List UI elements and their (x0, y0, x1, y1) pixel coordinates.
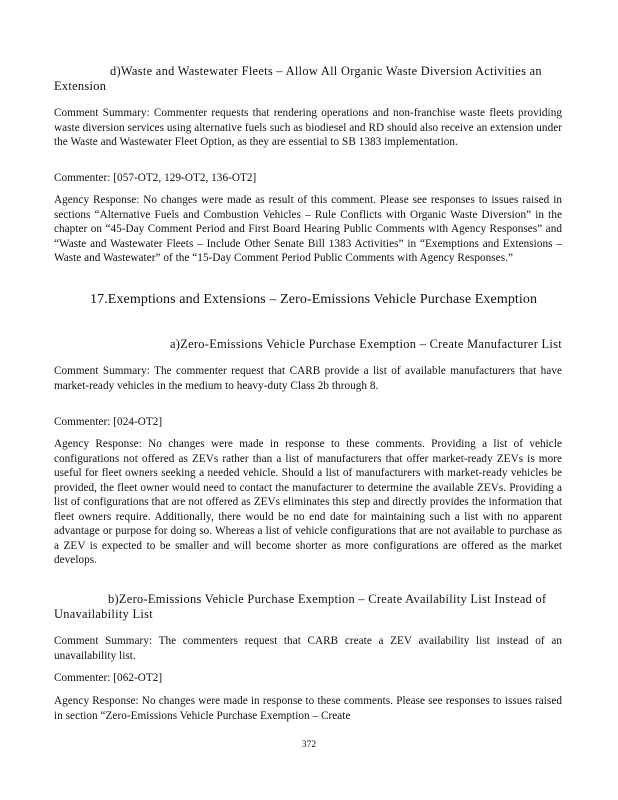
comment-summary-b: Comment Summary: The commenters request that CARB create a ZEV availability list instead of an unavailability list. (54, 635, 562, 662)
section-heading-17: 17.Exemptions and Extensions – Zero-Emissions Vehicle Purchase Exemption (90, 292, 538, 307)
commenter-b: Commenter: [062-OT2] (54, 672, 163, 684)
commenter-a: Commenter: [024-OT2] (54, 416, 163, 428)
page-number: 372 (301, 740, 317, 750)
subsection-heading-b: b)Zero-Emissions Vehicle Purchase Exemption – Create Availability List Instead of Unavailability List (54, 592, 547, 621)
subsection-heading-d: d)Waste and Wastewater Fleets – Allow All Organic Waste Diversion Activities an Extension (54, 64, 542, 93)
commenter-d: Commenter: [057-OT2, 129-OT2, 136-OT2] (54, 172, 257, 184)
comment-summary-d: Comment Summary: Commenter requests that rendering operations and non-franchise waste fleets providing waste diversion services using alternative fuels such as biodiesel and RD should also receive an extension under the Waste and Wastewater Fleet Option, as they are essential to SB 1383 implementation. (54, 107, 562, 148)
subsection-heading-a: a)Zero-Emissions Vehicle Purchase Exemption – Create Manufacturer List (169, 337, 562, 351)
agency-response-a: Agency Response: No changes were made in response to these comments. Providing a list of vehicle configurations not offered as ZEVs rather than a list of manufacturers that offer market-ready ZEVs is more useful for fleet owners seeking a needed vehicle. Should a list of manufacturers with market-ready vehicles be provided, the fleet owner would need to contact the manufacturer to determine the available ZEVs. Providing a list of configurations that are not offered as ZEVs eliminates this step and directly provides the information that fleet owners require. Additionally, there would be no end date for maintaining such a list with no apparent advantage or purpose for doing so. Whereas a list of vehicle configurations that are not available to purchase as a ZEV is expected to be smaller and will become shorter as more configurations are offered as the market develops. (54, 438, 562, 566)
comment-summary-a: Comment Summary: The commenter request that CARB provide a list of available manufacturers that have market-ready vehicles in the medium to heavy-duty Class 2b through 8. (54, 365, 562, 392)
agency-response-b: Agency Response: No changes were made in response to these comments. Please see responses to issues raised in section “Zero-Emissions Vehicle Purchase Exemption – Create (54, 695, 562, 722)
agency-response-d: Agency Response: No changes were made as result of this comment. Please see responses to issues raised in sections “Alternative Fuels and Combustion Vehicles – Rule Conflicts with Organic Waste Diversion” in the chapter on “45-Day Comment Period and First Board Hearing Public Comments with Agency Responses” and “Waste and Wastewater Fleets – Include Other Senate Bill 1383 Activities” in “Exemptions and Extensions – Waste and Wastewater” of the “15-Day Comment Period Public Comments with Agency Responses.” (54, 194, 562, 264)
